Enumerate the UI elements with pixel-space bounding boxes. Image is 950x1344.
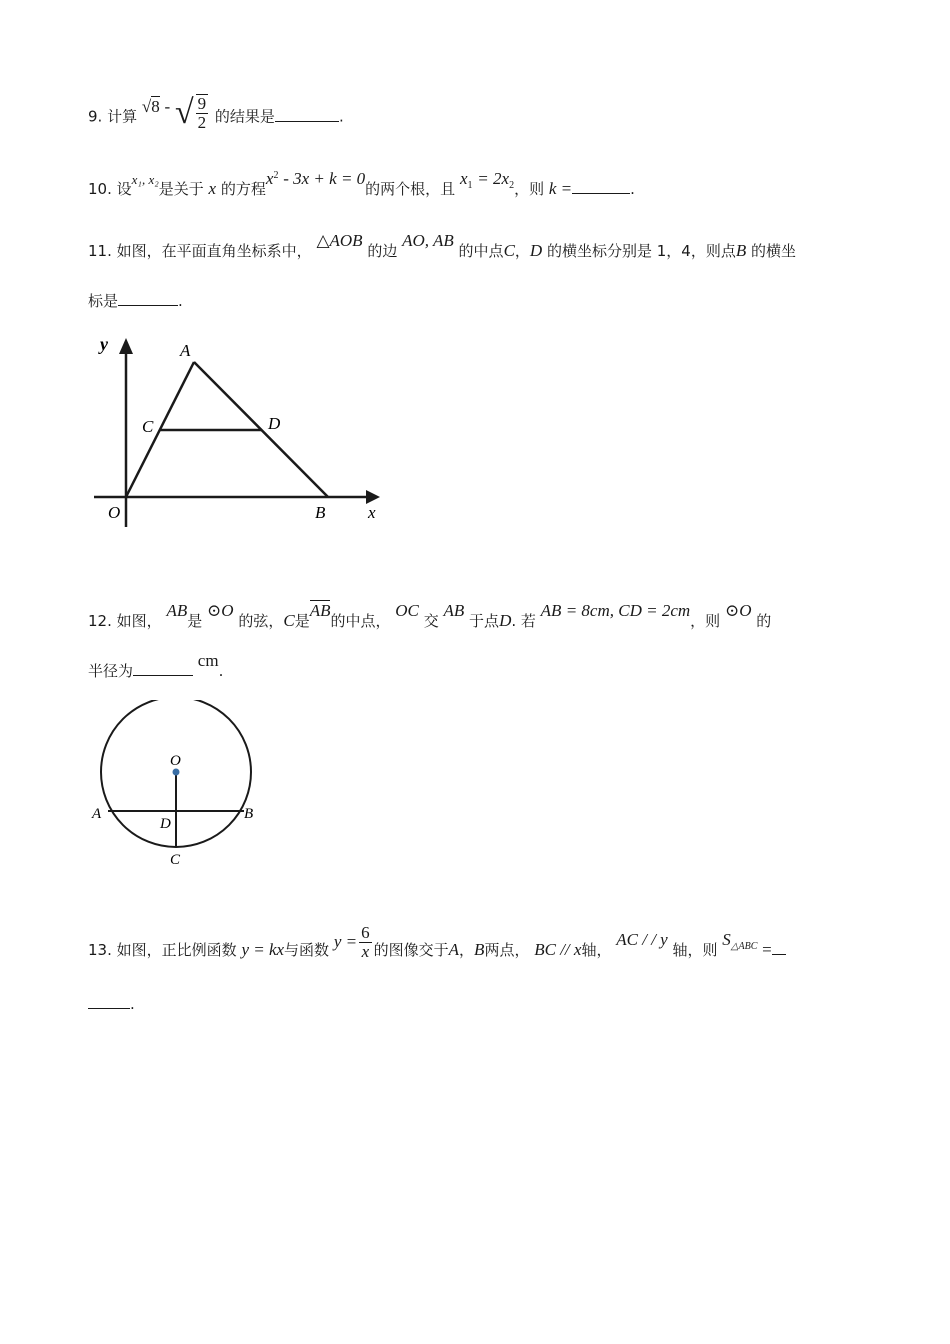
label-C: C bbox=[170, 852, 181, 868]
q12-number: 12. bbox=[88, 612, 112, 630]
label-C: C bbox=[142, 417, 154, 436]
q9-text-a: 计算 bbox=[107, 107, 138, 126]
question-12: 12. 如图， AB是 ⊙O 的弦，C是AB的中点， OC 交 AB 于点D. 若 AB = 8cm, CD = 2cm，则 ⊙O 的 bbox=[88, 601, 772, 630]
q13-answer-blank-2 bbox=[88, 996, 130, 1009]
center-point bbox=[173, 769, 180, 776]
label-A: A bbox=[180, 341, 191, 360]
question-11-line2: 标是 . bbox=[88, 292, 183, 310]
question-10: 10. 设x₁, x₂是关于 x 的方程$x^2 - 3x + k = 0$的两个根，且 $x_1 = 2x_2$，则 k = . bbox=[88, 169, 635, 198]
y-axis-arrow bbox=[119, 338, 133, 354]
q10-equation: $x^2 - 3x + k = 0$ bbox=[265, 169, 366, 188]
q9-answer-blank bbox=[275, 109, 339, 122]
q13-answer-blank-1 bbox=[772, 942, 786, 955]
label-O: O bbox=[170, 753, 181, 769]
label-D: D bbox=[268, 414, 281, 433]
q11-sides: AO, AB bbox=[402, 231, 454, 250]
q9-sqrt-frac: √ $\frac{9}{2}$ bbox=[174, 94, 207, 132]
q12-answer-blank bbox=[133, 663, 193, 676]
q10-number: 10. bbox=[88, 180, 112, 198]
label-x: x bbox=[368, 503, 376, 522]
q13-function2: y = $\frac{6}{x}$ bbox=[333, 923, 370, 961]
question-11: 11. 如图，在平面直角坐标系中， △AOB 的边 AO, AB 的中点C，D 的横坐标分别是 1，4，则点B 的横坐 bbox=[88, 231, 797, 260]
question-12-line2: 半径为 cm. bbox=[88, 651, 224, 680]
label-A: A bbox=[92, 806, 102, 822]
q11-number: 11. bbox=[88, 242, 112, 260]
question-13: 13. 如图，正比例函数 y = kx与函数 y = $\frac{6}{x}$ 的图像交于A，B两点， BC // x轴， AC / / y 轴，则 $S_{\triangle ABC}$ = bbox=[88, 932, 786, 969]
q9-sqrt8: √8 - bbox=[141, 96, 171, 116]
label-D: D bbox=[160, 816, 171, 832]
q10-roots: x₁, x₂ bbox=[131, 172, 159, 187]
figure-11-coordinate-diagram bbox=[90, 332, 390, 532]
figure-12-circle-diagram bbox=[88, 700, 268, 880]
x-axis-arrow bbox=[366, 490, 380, 504]
question-13-line2: . bbox=[88, 995, 135, 1013]
label-B: B bbox=[244, 806, 254, 822]
q11-triangle: △AOB bbox=[316, 231, 363, 250]
q9-number: 9. bbox=[88, 107, 103, 126]
q12-condition: AB = 8cm, CD = 2cm bbox=[540, 601, 691, 620]
q13-number: 13. bbox=[88, 941, 112, 959]
q10-answer-blank bbox=[572, 181, 630, 194]
label-O: O bbox=[108, 503, 121, 522]
question-9: 9. 计算 √8 - √ $\frac{9}{2}$ 的结果是 . bbox=[88, 94, 344, 132]
label-y: y bbox=[100, 334, 108, 354]
q10-condition: $x_1 = 2x_2$ bbox=[459, 169, 515, 191]
q11-answer-blank bbox=[118, 293, 178, 306]
q13-area: $S_{\triangle ABC}$ bbox=[722, 930, 758, 952]
q12-arc: AB bbox=[309, 601, 331, 620]
label-B: B bbox=[315, 503, 326, 522]
q9-text-b: 的结果是 bbox=[214, 107, 275, 126]
